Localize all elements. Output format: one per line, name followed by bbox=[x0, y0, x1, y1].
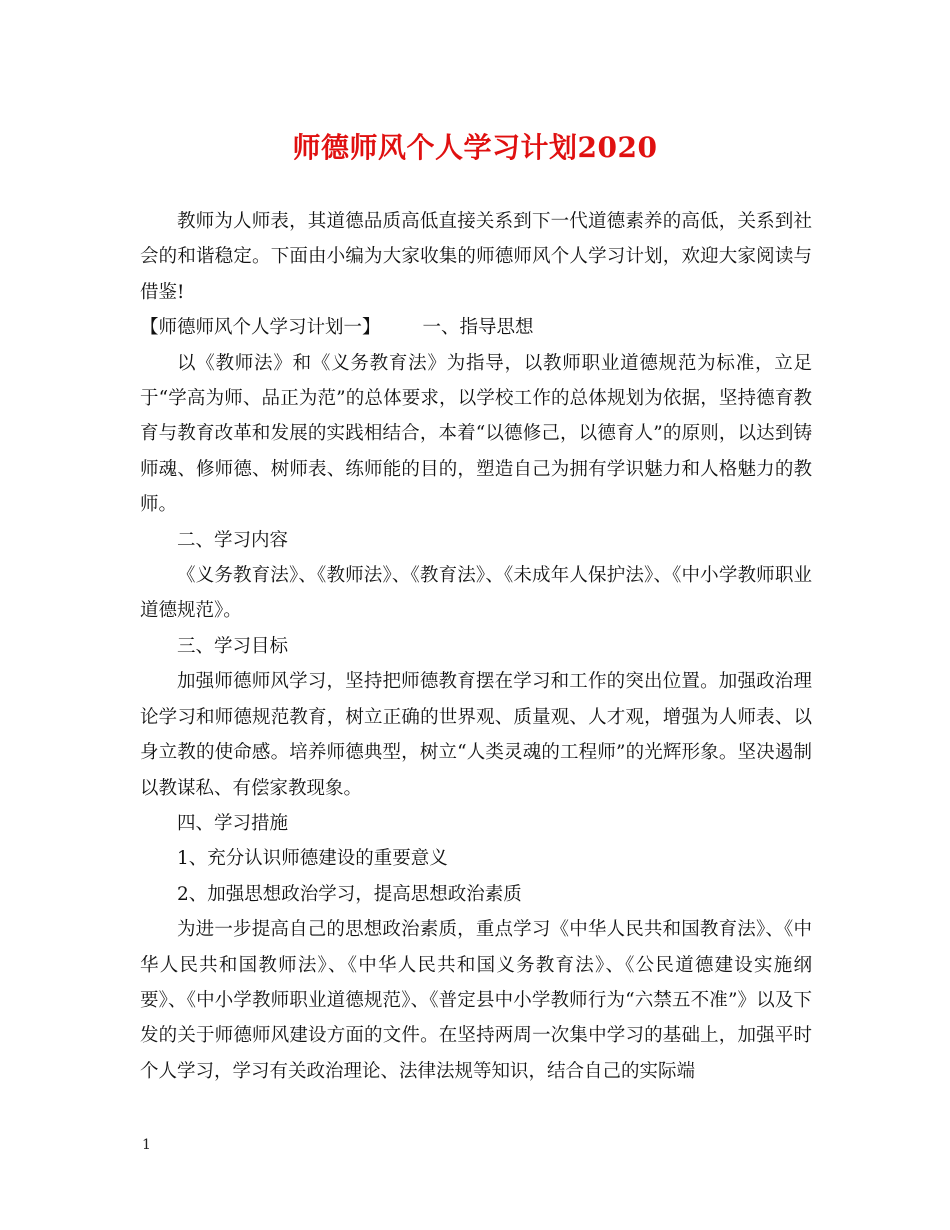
section3-heading: 三、学习目标 bbox=[177, 635, 289, 657]
section2-heading: 二、学习内容 bbox=[177, 529, 289, 551]
measure-item-1: 1、充分认识师德建设的重要意义 bbox=[177, 848, 448, 870]
section1-paragraph: 以《教师法》和《义务教育法》为指导，以教师职业道德规范为标准，立足于“学高为师、品正为范”的总体要求，以学校工作的总体规划为依据，坚持德育教育与教育改革和发展的实践相结合，本着“以德修己，以德育人”的原则，以达到铸师魂、修师德、树师表、练师能的目的，塑造自己为拥有学识魅力和人格魅力的教师。 bbox=[140, 352, 812, 516]
page-number: 1 bbox=[142, 1137, 151, 1153]
measure-item-2-paragraph: 为进一步提高自己的思想政治素质，重点学习《中华人民共和国教育法》、《中华人民共和国教师法》、《中华人民共和国义务教育法》、《公民道德建设实施纲要》、《中小学教师职业道德规范》、《普定县中小学教师行为“六禁五不准”》以及下发的关于师德师风建设方面的文件。在坚持两周一次集中学习的基础上，加强平时个人学习，学习有关政治理论、法律法规等知识，结合自己的实际端 bbox=[140, 919, 812, 1082]
intro-paragraph: 教师为人师表，其道德品质高低直接关系到下一代道德素养的高低，关系到社会的和谐稳定。下面由小编为大家收集的师德师风个人学习计划，欢迎大家阅读与借鉴! bbox=[140, 211, 812, 303]
document-body bbox=[140, 204, 812, 1089]
measure-item-2: 2、加强思想政治学习，提高思想政治素质 bbox=[177, 883, 522, 905]
section1-heading: 一、指导思想 bbox=[422, 317, 534, 339]
section2-paragraph: 《义务教育法》、《教师法》、《教育法》、《未成年人保护法》、《中小学教师职业道德规范》。 bbox=[140, 565, 812, 622]
plan-label: 【师德师风个人学习计划一】 bbox=[140, 317, 381, 339]
section4-heading: 四、学习措施 bbox=[177, 812, 289, 834]
section3-paragraph: 加强师德师风学习，坚持把师德教育摆在学习和工作的突出位置。加强政治理论学习和师德规范教育，树立正确的世界观、质量观、人才观，增强为人师表、以身立教的使命感。培养师德典型，树立“人类灵魂的工程师”的光辉形象。坚决遏制以教谋私、有偿家教现象。 bbox=[140, 671, 812, 799]
plan-label-line bbox=[140, 310, 812, 345]
document-title: 师德师风个人学习计划2020 bbox=[292, 131, 658, 164]
